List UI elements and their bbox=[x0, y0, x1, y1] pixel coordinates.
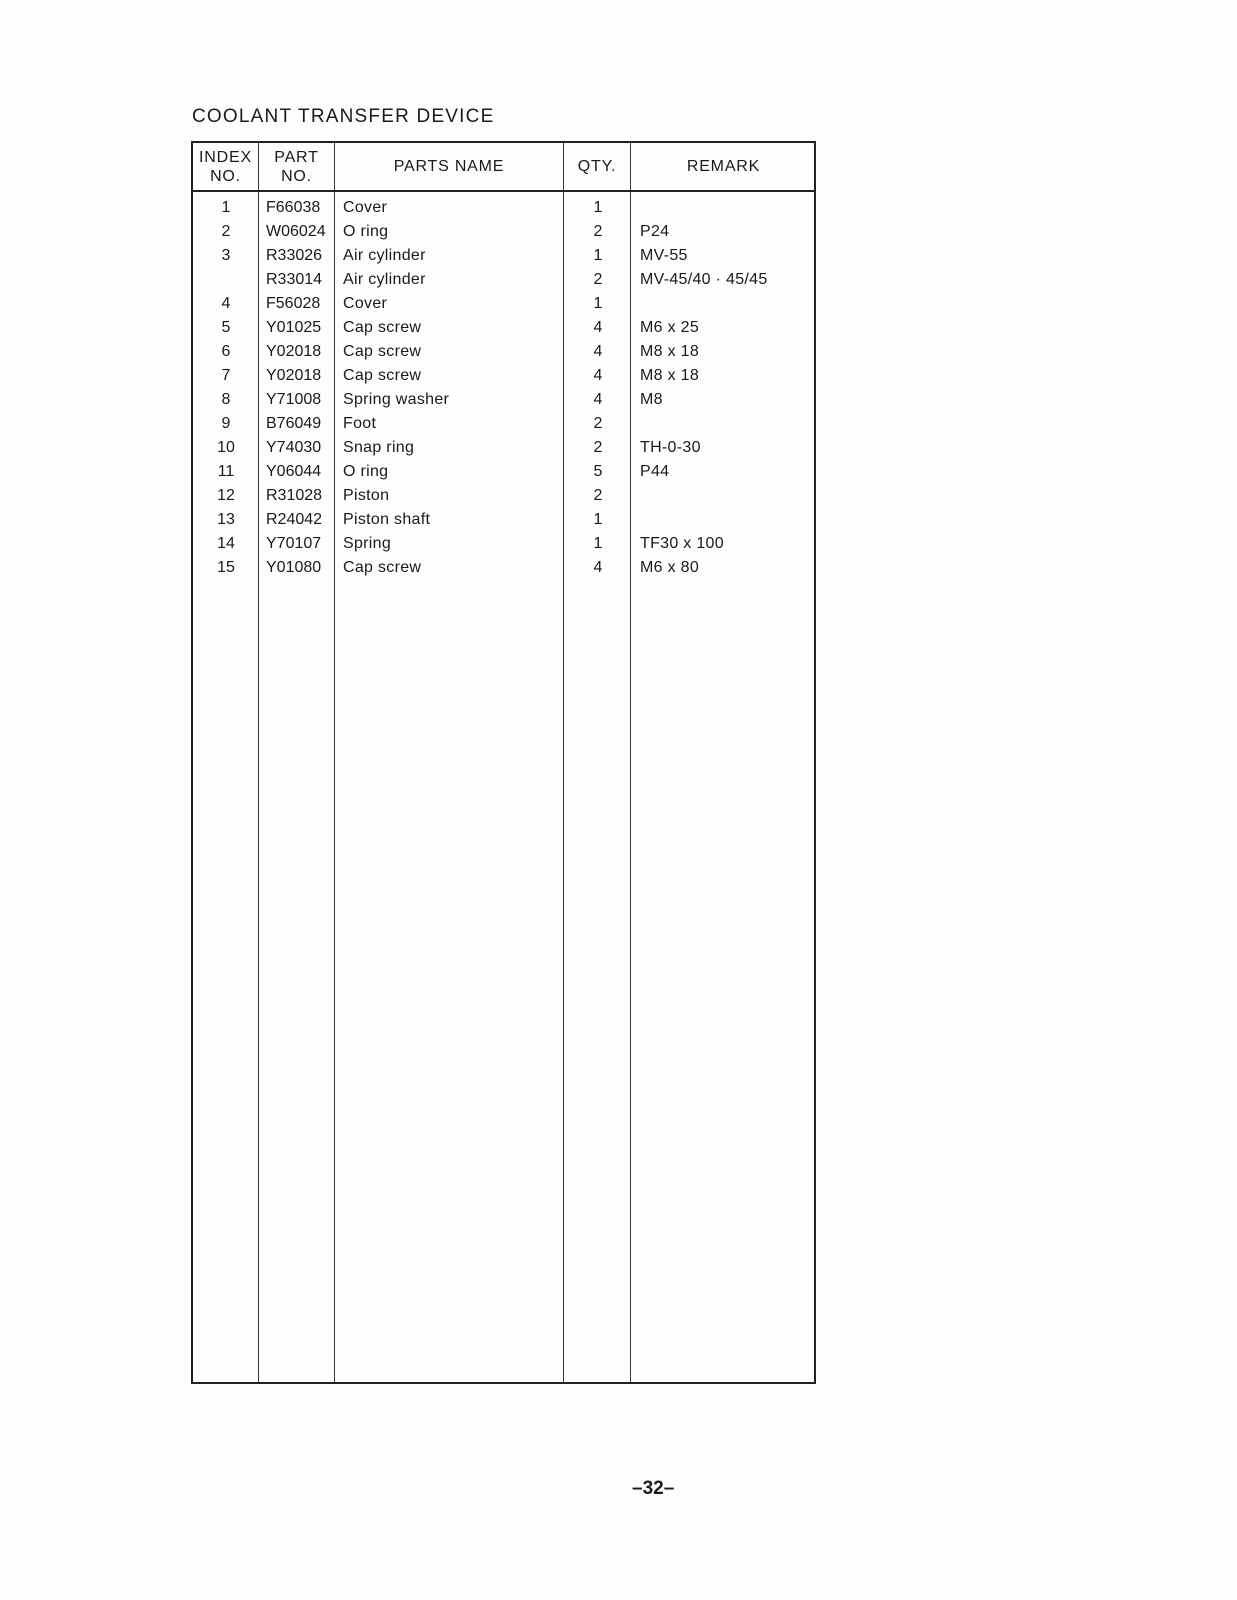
cell-qty: 2 bbox=[593, 487, 603, 504]
cell-part-no: Y71008 bbox=[266, 391, 322, 408]
header-part-line1: PART bbox=[274, 148, 319, 166]
table-row bbox=[193, 413, 814, 437]
cell-qty: 2 bbox=[593, 415, 603, 432]
cell-part-no: Y70107 bbox=[266, 535, 322, 552]
cell-remark: P24 bbox=[640, 223, 670, 240]
cell-index: 13 bbox=[217, 511, 235, 528]
cell-parts-name: Cap screw bbox=[343, 559, 422, 576]
cell-part-no: Y01025 bbox=[266, 319, 322, 336]
table-row bbox=[193, 317, 814, 341]
cell-parts-name: Air cylinder bbox=[343, 271, 426, 288]
table-row bbox=[193, 533, 814, 557]
cell-qty: 4 bbox=[593, 319, 603, 336]
cell-part-no: Y02018 bbox=[266, 367, 322, 384]
cell-qty: 4 bbox=[593, 367, 603, 384]
page-title: COOLANT TRANSFER DEVICE bbox=[192, 106, 495, 127]
cell-index: 1 bbox=[221, 199, 231, 216]
cell-part-no: B76049 bbox=[266, 415, 322, 432]
cell-index: 3 bbox=[221, 247, 231, 264]
cell-remark: P44 bbox=[640, 463, 670, 480]
table-row bbox=[193, 341, 814, 365]
cell-qty: 1 bbox=[593, 295, 603, 312]
cell-part-no: R33014 bbox=[266, 271, 323, 288]
cell-remark: M6 x 80 bbox=[640, 559, 700, 576]
cell-index: 7 bbox=[221, 367, 231, 384]
header-remark: REMARK bbox=[686, 158, 761, 175]
header-divider bbox=[193, 190, 814, 192]
cell-remark: M8 x 18 bbox=[640, 367, 700, 384]
table-row bbox=[193, 485, 814, 509]
cell-remark: TH-0-30 bbox=[640, 439, 701, 456]
cell-part-no: Y01080 bbox=[266, 559, 322, 576]
table-row bbox=[193, 461, 814, 485]
cell-index: 9 bbox=[221, 415, 231, 432]
cell-qty: 1 bbox=[593, 535, 603, 552]
cell-part-no: R24042 bbox=[266, 511, 323, 528]
cell-parts-name: Cap screw bbox=[343, 367, 422, 384]
cell-qty: 2 bbox=[593, 271, 603, 288]
cell-remark: M8 x 18 bbox=[640, 343, 700, 360]
cell-parts-name: Piston bbox=[343, 487, 390, 504]
cell-index: 11 bbox=[217, 463, 235, 480]
cell-part-no: R31028 bbox=[266, 487, 323, 504]
cell-index: 5 bbox=[221, 319, 231, 336]
header-part-line2: NO. bbox=[281, 167, 312, 185]
cell-index: 2 bbox=[221, 223, 231, 240]
cell-part-no: F56028 bbox=[266, 295, 321, 312]
cell-index: 12 bbox=[217, 487, 235, 504]
header-qty: QTY. bbox=[577, 158, 617, 175]
cell-index: 6 bbox=[221, 343, 231, 360]
cell-qty: 4 bbox=[593, 391, 603, 408]
cell-index: 15 bbox=[217, 559, 235, 576]
cell-index: 10 bbox=[217, 439, 235, 456]
cell-qty: 4 bbox=[593, 559, 603, 576]
page-number: –32– bbox=[632, 1478, 675, 1499]
table-row bbox=[193, 293, 814, 317]
cell-part-no: Y74030 bbox=[266, 439, 322, 456]
table-body bbox=[193, 197, 814, 581]
cell-qty: 2 bbox=[593, 223, 603, 240]
table-row bbox=[193, 389, 814, 413]
cell-remark: M8 bbox=[640, 391, 663, 408]
cell-parts-name: Cap screw bbox=[343, 319, 422, 336]
cell-qty: 5 bbox=[593, 463, 603, 480]
cell-remark: M6 x 25 bbox=[640, 319, 700, 336]
table-row bbox=[193, 269, 814, 293]
cell-part-no: Y06044 bbox=[266, 463, 322, 480]
cell-parts-name: Spring bbox=[343, 535, 392, 552]
cell-parts-name: O ring bbox=[343, 463, 389, 480]
header-parts-name: PARTS NAME bbox=[393, 158, 505, 175]
cell-qty: 1 bbox=[593, 199, 603, 216]
header-index-no bbox=[193, 143, 258, 190]
cell-index: 8 bbox=[221, 391, 231, 408]
table-row bbox=[193, 221, 814, 245]
header-index-line1: INDEX bbox=[199, 148, 252, 166]
table-row bbox=[193, 509, 814, 533]
cell-qty: 2 bbox=[593, 439, 603, 456]
cell-index: 4 bbox=[221, 295, 231, 312]
table-row bbox=[193, 245, 814, 269]
table-row bbox=[193, 197, 814, 221]
cell-parts-name: Foot bbox=[343, 415, 377, 432]
cell-index: 14 bbox=[217, 535, 235, 552]
cell-qty: 1 bbox=[593, 511, 603, 528]
parts-table bbox=[191, 141, 816, 1384]
table-row bbox=[193, 437, 814, 461]
cell-parts-name: Cover bbox=[343, 199, 388, 216]
cell-part-no: R33026 bbox=[266, 247, 323, 264]
cell-qty: 4 bbox=[593, 343, 603, 360]
cell-parts-name: O ring bbox=[343, 223, 389, 240]
cell-remark: TF30 x 100 bbox=[640, 535, 724, 552]
cell-part-no: Y02018 bbox=[266, 343, 322, 360]
header-index-line2: NO. bbox=[210, 167, 241, 185]
cell-remark: MV-55 bbox=[640, 247, 688, 264]
header-part-no bbox=[259, 143, 334, 190]
cell-part-no: W06024 bbox=[266, 223, 326, 240]
table-row bbox=[193, 557, 814, 581]
cell-parts-name: Piston shaft bbox=[343, 511, 431, 528]
cell-parts-name: Cover bbox=[343, 295, 388, 312]
cell-parts-name: Spring washer bbox=[343, 391, 450, 408]
cell-remark: MV-45/40 · 45/45 bbox=[640, 271, 768, 288]
cell-qty: 1 bbox=[593, 247, 603, 264]
table-row bbox=[193, 365, 814, 389]
cell-parts-name: Cap screw bbox=[343, 343, 422, 360]
cell-parts-name: Air cylinder bbox=[343, 247, 426, 264]
cell-part-no: F66038 bbox=[266, 199, 321, 216]
cell-parts-name: Snap ring bbox=[343, 439, 415, 456]
